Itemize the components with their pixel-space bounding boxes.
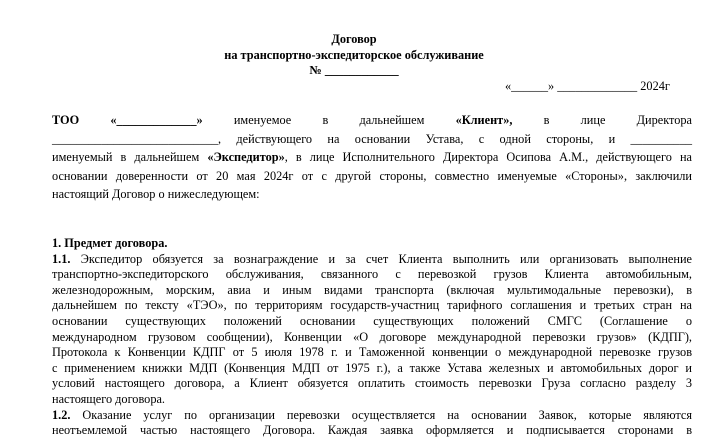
preamble-line: [52, 148, 692, 167]
clause-line: настоящего договора.: [52, 391, 166, 406]
party-blank: __________: [630, 131, 692, 146]
party-prefix: ТОО: [52, 113, 80, 127]
preamble-line: настоящий Договор о нижеследующем:: [52, 187, 260, 202]
preamble-text: именуемый в дальнейшем: [52, 150, 200, 165]
preamble-text: , действующего на основании Устава, с одной стороны, и: [218, 131, 616, 146]
clause-line: дальнейшем по тексту «ТЭО», по территориям государств-участниц тарифного соглашения и третьих стран на: [52, 298, 692, 313]
section-1: [52, 236, 692, 439]
clause-line: с применением книжки МДП (Конвенция МДП от 1975 г.), а также Устава железных и автомобильных дорог и: [52, 360, 692, 375]
document-title: Договор: [331, 32, 377, 46]
clause-text: Экспедитор обязуется за вознаграждение и за счет Клиента выполнить или организовать выполнение: [80, 251, 692, 266]
clause-line: основании существующих положений основании существующих положений СМГС (Соглашение о: [52, 313, 692, 328]
preamble-text: , в лице Исполнительного Директора Осипова А.М., действующего на: [284, 150, 692, 165]
clause-line: Протокола к Конвенции КДПГ от 5 июля 1978 г. и Таможенной конвенции о международной перевозке грузов: [52, 345, 692, 360]
director-blank: ___________________________: [52, 131, 219, 146]
clause-number: 1.2.: [52, 407, 71, 422]
preamble-line: основании доверенности от 20 мая 2024г от с другой стороны, совместно именуемые «Стороны», заключили: [52, 168, 692, 183]
clause-line: условий настоящего договора, а Клиент обязуется оплатить стоимость перевозки Груза согласно разделу 3: [52, 376, 692, 391]
client-name-blank: «_____________»: [110, 113, 203, 127]
section-heading: 1. Предмет договора.: [52, 236, 168, 250]
document-number: № ____________: [309, 63, 399, 77]
preamble-line: [52, 130, 692, 149]
clause-line: неотъемлемой частью настоящего Договора. Каждая заявка оформляется и подписывается сторонами в: [52, 423, 692, 438]
preamble: [52, 111, 692, 204]
clause-line: транспортно-экспедиторского обслуживания, связанного с перевозкой грузов Клиента автомобильным,: [52, 267, 692, 282]
document-subtitle: на транспортно-экспедиторское обслуживание: [224, 48, 484, 62]
preamble-text: в лице Директора: [543, 113, 692, 127]
client-term: «Клиент»,: [455, 113, 513, 127]
clause-line: международном грузовом сообщении), Конвенции «О договоре международной перевозки грузов» (КДПГ),: [52, 329, 692, 344]
date-line: «______» _____________ 2024г: [505, 79, 670, 93]
clause-text: Оказание услуг по организации перевозки осуществляется на основании Заявок, которые являются: [82, 407, 693, 422]
clause-number: 1.1.: [52, 251, 71, 266]
clause-line: [52, 252, 692, 268]
preamble-line: [52, 111, 692, 130]
forwarder-term: «Экспедитор»: [207, 150, 285, 165]
clause-line: железнодорожным, морским, авиа и иным видами транспорта (включая мультимодальные перевозки), в: [52, 282, 692, 297]
clause-line: [52, 408, 692, 424]
preamble-text: именуемое в дальнейшем: [233, 113, 425, 127]
